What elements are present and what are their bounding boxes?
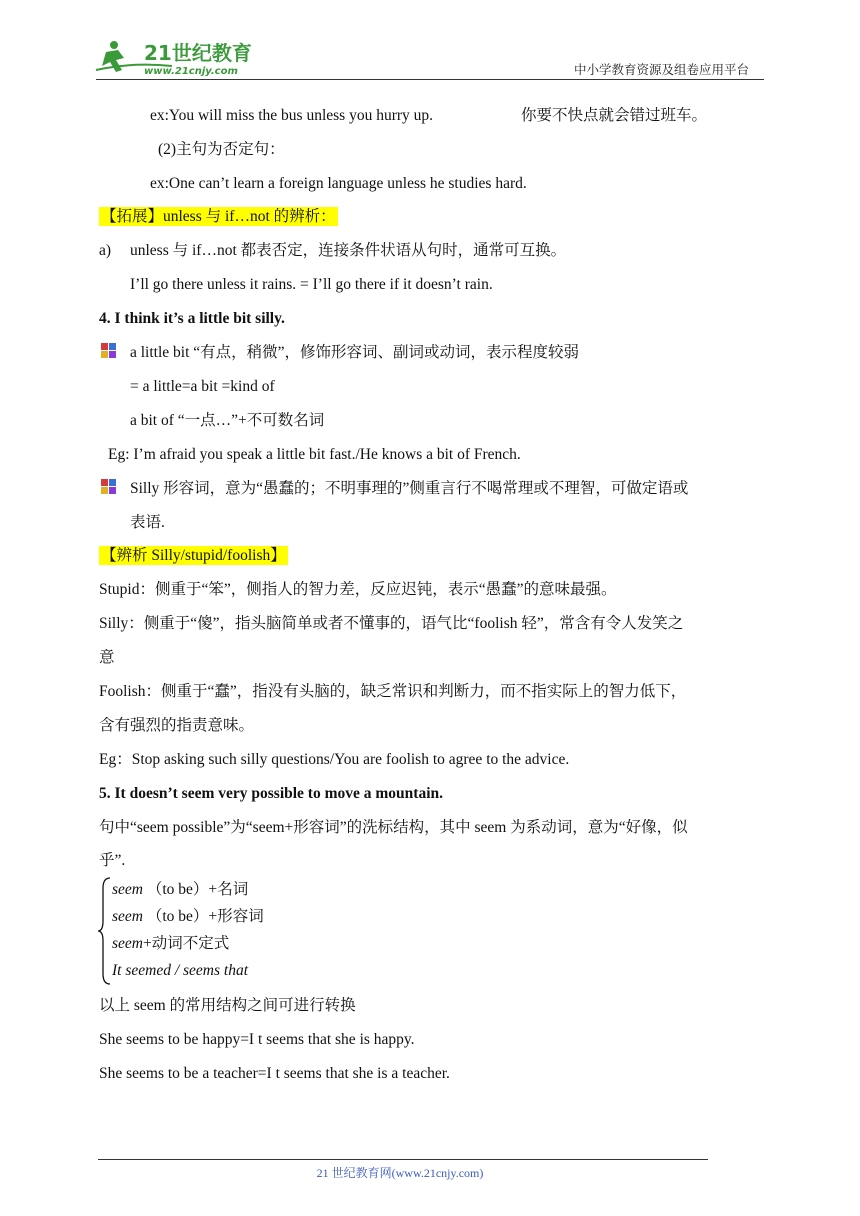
definition-a-little-bit: a little bit “有点，稍微”，修饰形容词、副词或动词，表示程度较弱 bbox=[130, 344, 580, 361]
formula-row-2-verb: seem bbox=[112, 908, 143, 925]
example-sentence-7: She seems to be a teacher=I t seems that she is a teacher. bbox=[99, 1065, 450, 1082]
formula-row-2-adj: 形容词 bbox=[217, 908, 264, 925]
extension-heading bbox=[99, 207, 338, 227]
distinction-heading bbox=[99, 546, 288, 566]
example-sentence-5: Eg：Stop asking such silly questions/You are foolish to agree to the advice. bbox=[99, 751, 570, 768]
formula-row-3 bbox=[112, 934, 229, 954]
section-heading-4: 4. I think it’s a little bit silly. bbox=[99, 310, 285, 327]
seem-explanation-cont: 乎”. bbox=[99, 852, 126, 869]
example-sentence-3: I’ll go there unless it rains. = I’ll go there if it doesn’t rain. bbox=[130, 276, 493, 293]
formula-row-1-part: （to be）+ bbox=[146, 881, 218, 898]
example-translation-1: 你要不快点就会错过班车。 bbox=[521, 107, 708, 124]
sub-heading-negative: (2)主句为否定句： bbox=[158, 141, 285, 158]
example-sentence-6: She seems to be happy=I t seems that she is happy. bbox=[99, 1031, 415, 1048]
example-sentence-2: ex:One can’t learn a foreign language unless he studies hard. bbox=[150, 175, 527, 192]
formula-row-2 bbox=[112, 907, 264, 927]
conversion-note: 以上 seem 的常用结构之间可进行转换 bbox=[99, 997, 356, 1014]
logo-graphic bbox=[92, 36, 257, 80]
logo-text: 21世纪教育 bbox=[144, 41, 252, 65]
silly-definition-cont: 意 bbox=[99, 649, 115, 666]
formula-row-1-verb: seem bbox=[112, 881, 143, 898]
formula-row-2-part: （to be）+ bbox=[146, 908, 218, 925]
formula-row-3-plus: + bbox=[143, 935, 152, 952]
example-sentence-1: ex:You will miss the bus unless you hurry up. bbox=[150, 107, 434, 124]
footer-link[interactable]: 21 世纪教育网(www.21cnjy.com) bbox=[316, 1166, 484, 1180]
left-brace-icon bbox=[98, 876, 112, 986]
foolish-definition-cont: 含有强烈的指责意味。 bbox=[99, 717, 255, 734]
formula-row-3-inf: 动词不定式 bbox=[151, 935, 230, 952]
extension-heading-text: 【拓展】unless 与 if…not 的辨析： bbox=[101, 208, 336, 225]
stupid-definition: Stupid：侧重于“笨”，侧指人的智力差，反应迟钝，表示“愚蠢”的意味最强。 bbox=[99, 581, 617, 598]
formula-row-4: It seemed / seems that bbox=[112, 962, 249, 979]
header-divider bbox=[96, 79, 764, 80]
seem-structure-formula bbox=[98, 876, 298, 986]
list-item-a: unless 与 if…not 都表否定，连接条件状语从句时，通常可互换。 bbox=[130, 242, 567, 259]
site-logo bbox=[92, 36, 257, 80]
formula-row-1 bbox=[112, 880, 248, 900]
logo-url: www.21cnjy.com bbox=[144, 66, 238, 77]
synonyms-line: = a little=a bit =kind of bbox=[130, 378, 275, 395]
example-sentence-4: Eg: I’m afraid you speak a little bit fast./He knows a bit of French. bbox=[108, 446, 521, 463]
formula-row-1-noun: 名词 bbox=[217, 881, 249, 898]
definition-silly: Silly 形容词，意为“愚蠢的；不明事理的”侧重言行不喝常理或不理智，可做定语或 bbox=[130, 480, 689, 497]
definition-silly-cont: 表语. bbox=[130, 514, 165, 531]
seem-explanation: 句中“seem possible”为“seem+形容词”的洗标结构，其中 seem 为系动词，意为“好像，似 bbox=[99, 819, 688, 836]
list-marker-a: a) bbox=[99, 242, 112, 259]
footer-divider bbox=[98, 1159, 708, 1160]
bullet-icon bbox=[101, 343, 117, 359]
bullet-icon bbox=[101, 479, 117, 495]
section-heading-5: 5. It doesn’t seem very possible to move a mountain. bbox=[99, 785, 443, 802]
silly-definition: Silly：侧重于“傻”，指头脑简单或者不懂事的，语气比“foolish 轻”，常含有令人发笑之 bbox=[99, 615, 684, 632]
header-platform-text: 中小学教育资源及组卷应用平台 bbox=[574, 62, 750, 77]
formula-row-3-verb: seem bbox=[112, 935, 143, 952]
a-bit-of-line: a bit of “一点…”+不可数名词 bbox=[130, 412, 325, 429]
distinction-heading-text: 【辨析 Silly/stupid/foolish】 bbox=[101, 547, 286, 564]
foolish-definition: Foolish：侧重于“蠢”，指没有头脑的，缺乏常识和判断力，而不指实际上的智力低下， bbox=[99, 683, 687, 700]
